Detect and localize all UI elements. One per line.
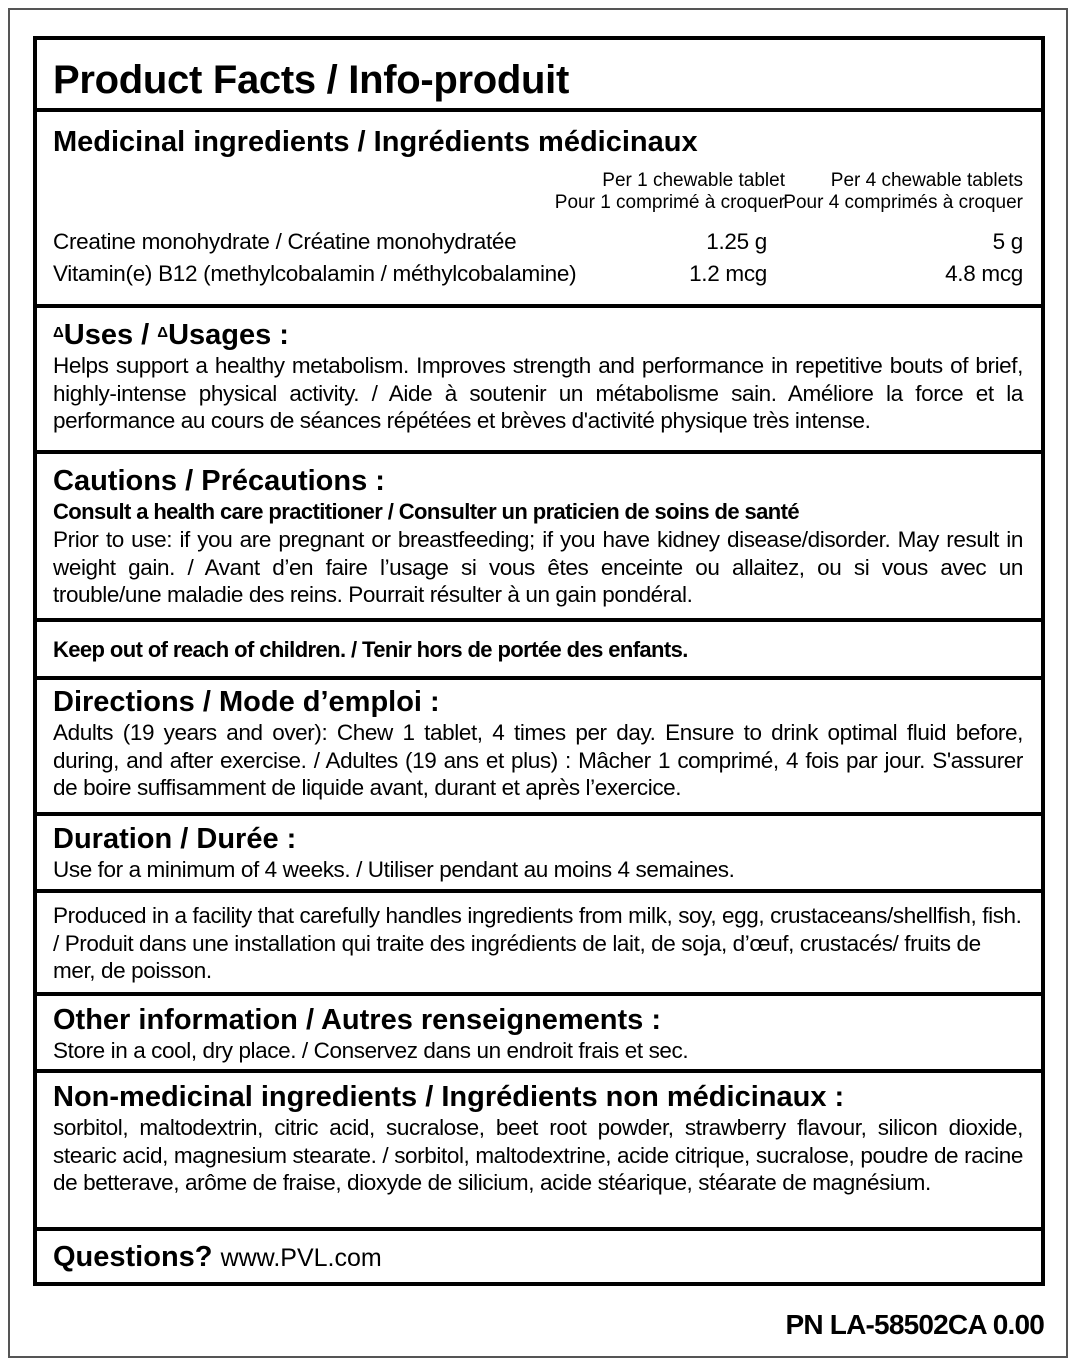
duration-heading: Duration / Durée : — [53, 823, 297, 855]
allergen-section — [37, 902, 1041, 985]
divider — [37, 618, 1041, 622]
cautions-section — [37, 464, 1041, 609]
uses-heading — [53, 318, 1023, 352]
col-per4-header-en: Per 4 chewable tablets — [830, 170, 1023, 191]
delta-symbol: Δ — [157, 324, 169, 341]
allergen-text: Produced in a facility that carefully handles ingredients from milk, soy, egg, crustaceans/shellfish, fish. / Produit dans une installation qui traite des ingrédients de lait, de soja, d’œuf, crustacés/ fruits de mer, de poisson. — [53, 903, 1022, 983]
ingredient-per4: 5 g — [992, 229, 1023, 254]
product-facts-panel — [33, 36, 1045, 1286]
col-per1-header-en: Per 1 chewable tablet — [602, 170, 785, 191]
col-per1-header-fr: Pour 1 comprimé à croquer — [554, 192, 785, 213]
title-section — [37, 56, 1041, 104]
ingredient-per1: 1.25 g — [706, 229, 767, 254]
divider — [37, 676, 1041, 680]
col-per4-header-fr: Pour 4 comprimés à croquer — [783, 192, 1023, 213]
cautions-heading: Cautions / Précautions : — [53, 465, 385, 497]
divider — [37, 992, 1041, 996]
non-medicinal-heading: Non-medicinal ingredients / Ingrédients non médicinaux : — [53, 1081, 845, 1113]
other-heading: Other information / Autres renseignements : — [53, 1004, 662, 1036]
medicinal-section — [37, 125, 1041, 159]
ingredient-per4: 4.8 mcg — [945, 261, 1023, 286]
questions-section — [37, 1240, 1041, 1275]
divider — [37, 889, 1041, 893]
keep-out-section — [37, 636, 1041, 664]
divider — [37, 812, 1041, 816]
non-medicinal-section — [37, 1080, 1041, 1197]
col-per1-header — [555, 170, 785, 214]
col-per4-header — [783, 170, 1023, 214]
divider — [37, 1069, 1041, 1073]
ingredient-per1: 1.2 mcg — [689, 261, 767, 286]
divider — [37, 1227, 1041, 1231]
questions-line — [53, 1240, 1023, 1275]
questions-label: Questions? — [53, 1241, 213, 1273]
cautions-text: Prior to use: if you are pregnant or breastfeeding; if you have kidney disease/disorder. May result in weight gain. / Avant d’en faire l’usage si vous êtes enceinte ou allaitez, ou si vous avec un trouble/une maladie des reins. Pourrait résulter à un gain pondéral. — [53, 527, 1023, 607]
other-section — [37, 1003, 1041, 1065]
website-link[interactable]: www.PVL.com — [220, 1244, 382, 1272]
ingredient-name: Creatine monohydrate / Créatine monohydratée — [53, 229, 517, 254]
cautions-subheading: Consult a health care practitioner / Consulter un praticien de soins de santé — [53, 499, 799, 524]
divider — [37, 108, 1041, 112]
duration-section — [37, 822, 1041, 884]
uses-section — [37, 318, 1041, 435]
non-medicinal-text: sorbitol, maltodextrin, citric acid, sucralose, beet root powder, strawberry flavour, silicon dioxide, stearic acid, magnesium stearate. / sorbitol, maltodextrine, acide citrique, sucralose, poudre de racine de betterave, arôme de fraise, dioxyde de silicium, acide stéarique, stéarate de magnésium. — [53, 1115, 1023, 1195]
page-title: Product Facts / Info-produit — [53, 58, 570, 102]
ingredient-row — [53, 259, 1023, 289]
directions-heading: Directions / Mode d’emploi : — [53, 686, 440, 718]
duration-text: Use for a minimum of 4 weeks. / Utiliser pendant au moins 4 semaines. — [53, 857, 735, 882]
uses-heading-en: Uses / — [63, 319, 158, 351]
uses-heading-fr: Usages : — [168, 319, 289, 351]
other-text: Store in a cool, dry place. / Conservez dans un endroit frais et sec. — [53, 1038, 689, 1063]
divider — [37, 304, 1041, 308]
divider — [37, 450, 1041, 454]
uses-text: Helps support a healthy metabolism. Improves strength and performance in repetitive bouts of brief, highly-intense physical activity. / Aide à soutenir un métabolisme sain. Améliore la force et la performance au cours de séances répétées et brèves d'activité physique très intense. — [53, 353, 1023, 433]
part-number: PN LA-58502CA 0.00 — [785, 1309, 1044, 1340]
delta-symbol: Δ — [53, 324, 64, 341]
ingredient-name: Vitamin(e) B12 (methylcobalamin / méthylcobalamine) — [53, 261, 577, 286]
ingredient-row — [53, 227, 1023, 257]
medicinal-heading: Medicinal ingredients / Ingrédients médicinaux — [53, 126, 698, 158]
directions-section — [37, 685, 1041, 802]
directions-text: Adults (19 years and over): Chew 1 tablet, 4 times per day. Ensure to drink optimal fluid before, during, and after exercise. / Adultes (19 ans et plus) : Mâcher 1 comprimé, 4 fois par jour. S'assurer de boire suffisamment de liquide avant, durant et après l’exercice. — [53, 720, 1023, 800]
keep-out-text: Keep out of reach of children. / Tenir hors de portée des enfants. — [53, 637, 688, 662]
